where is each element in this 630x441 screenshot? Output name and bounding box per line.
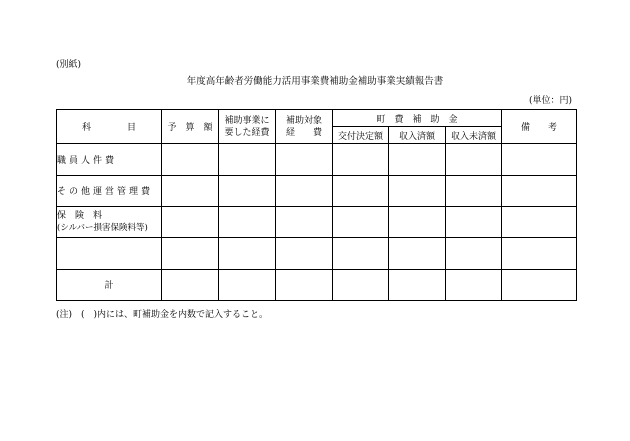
cell[interactable] bbox=[333, 206, 389, 237]
cell[interactable] bbox=[502, 206, 577, 237]
header-not-received: 収入未済額 bbox=[446, 127, 502, 144]
header-budget: 予 算 額 bbox=[162, 110, 219, 144]
row-label-personnel: 職員人件費 bbox=[57, 144, 162, 175]
report-table bbox=[56, 109, 577, 301]
cell[interactable] bbox=[389, 238, 446, 269]
document-title: 年度高年齢者労働能力活用事業費補助金補助事業実績報告書 bbox=[186, 76, 444, 87]
header-subject: 科 目 bbox=[57, 110, 162, 144]
cell[interactable] bbox=[389, 144, 446, 175]
cell[interactable] bbox=[219, 175, 276, 206]
header-eligible-cost bbox=[276, 110, 333, 144]
cell[interactable] bbox=[446, 175, 502, 206]
cell[interactable] bbox=[446, 269, 502, 300]
header-eligible-cost-line1: 補助対象 bbox=[285, 115, 322, 126]
cell[interactable] bbox=[276, 175, 333, 206]
row-label-insurance-line2: (シルバー損害保険料等) bbox=[57, 223, 148, 234]
cell[interactable] bbox=[276, 144, 333, 175]
cell[interactable] bbox=[502, 269, 577, 300]
table-row bbox=[57, 238, 577, 269]
header-remarks: 備 考 bbox=[502, 110, 577, 144]
footnote: (注) ( )内には、町補助金を内数で記入すること。 bbox=[56, 310, 269, 320]
header-required-cost bbox=[219, 110, 276, 144]
cell[interactable] bbox=[389, 206, 446, 237]
row-label-total: 計 bbox=[57, 269, 162, 300]
cell[interactable] bbox=[162, 269, 219, 300]
row-label-insurance-line1: 保 険 料 bbox=[57, 211, 103, 222]
cell[interactable] bbox=[333, 269, 389, 300]
header-eligible-cost-line2: 経 費 bbox=[285, 127, 322, 138]
cell[interactable] bbox=[333, 238, 389, 269]
row-label-other-operating: その他運営管理費 bbox=[57, 175, 162, 206]
row-label-insurance bbox=[57, 206, 162, 237]
cell[interactable] bbox=[389, 175, 446, 206]
cell[interactable] bbox=[276, 206, 333, 237]
cell[interactable] bbox=[162, 175, 219, 206]
cell[interactable] bbox=[162, 238, 219, 269]
cell[interactable] bbox=[502, 175, 577, 206]
cell[interactable] bbox=[219, 238, 276, 269]
cell[interactable] bbox=[446, 238, 502, 269]
table-row bbox=[57, 144, 577, 175]
cell[interactable] bbox=[502, 238, 577, 269]
cell[interactable] bbox=[276, 269, 333, 300]
cell[interactable] bbox=[162, 144, 219, 175]
cell[interactable] bbox=[446, 144, 502, 175]
header-required-cost-line1: 補助事業に bbox=[224, 115, 270, 126]
annex-label: (別紙) bbox=[56, 60, 82, 70]
cell[interactable] bbox=[389, 269, 446, 300]
header-town-subsidy: 町 費 補 助 金 bbox=[333, 110, 502, 127]
row-label-blank bbox=[57, 238, 162, 269]
cell[interactable] bbox=[162, 206, 219, 237]
cell[interactable] bbox=[219, 206, 276, 237]
cell[interactable] bbox=[276, 238, 333, 269]
header-required-cost-line2: 要した経費 bbox=[224, 127, 270, 138]
cell[interactable] bbox=[333, 175, 389, 206]
cell[interactable] bbox=[446, 206, 502, 237]
header-received: 収入済額 bbox=[389, 127, 446, 144]
table-row bbox=[57, 175, 577, 206]
unit-label: (単位：円) bbox=[528, 96, 572, 106]
cell[interactable] bbox=[333, 144, 389, 175]
table-row bbox=[57, 206, 577, 237]
cell[interactable] bbox=[219, 144, 276, 175]
table-row bbox=[57, 269, 577, 300]
cell[interactable] bbox=[502, 144, 577, 175]
header-grant-decision: 交付決定額 bbox=[333, 127, 389, 144]
cell[interactable] bbox=[219, 269, 276, 300]
